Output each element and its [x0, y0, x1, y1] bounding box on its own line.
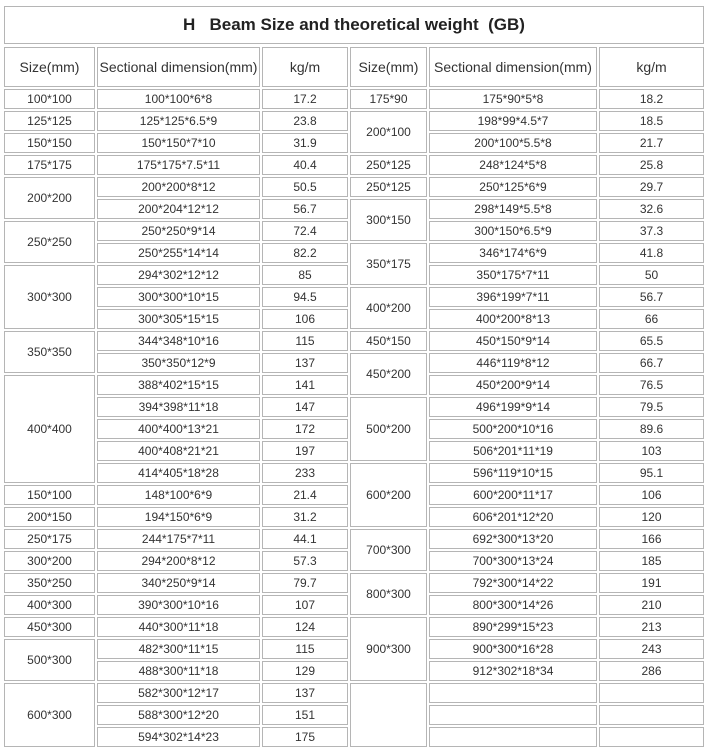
sectional-dimension-cell: 482*300*11*15	[97, 639, 260, 659]
size-cell: 500*200	[350, 397, 427, 461]
sectional-dimension-cell: 350*350*12*9	[97, 353, 260, 373]
sectional-dimension-cell: 346*174*6*9	[429, 243, 597, 263]
weight-cell: 191	[599, 573, 704, 593]
sectional-dimension-cell: 248*124*5*8	[429, 155, 597, 175]
weight-cell: 50	[599, 265, 704, 285]
weight-cell: 85	[262, 265, 348, 285]
weight-cell: 120	[599, 507, 704, 527]
sectional-dimension-cell: 890*299*15*23	[429, 617, 597, 637]
size-cell: 200*150	[4, 507, 95, 527]
weight-cell: 233	[262, 463, 348, 483]
weight-cell: 31.2	[262, 507, 348, 527]
size-cell: 900*300	[350, 617, 427, 681]
size-cell: 400*400	[4, 375, 95, 483]
column-header: kg/m	[599, 47, 704, 87]
sectional-dimension-cell: 700*300*13*24	[429, 551, 597, 571]
weight-cell: 243	[599, 639, 704, 659]
weight-cell: 40.4	[262, 155, 348, 175]
sectional-dimension-cell: 496*199*9*14	[429, 397, 597, 417]
sectional-dimension-cell: 400*408*21*21	[97, 441, 260, 461]
weight-cell: 147	[262, 397, 348, 417]
column-header: kg/m	[262, 47, 348, 87]
weight-cell: 94.5	[262, 287, 348, 307]
weight-cell: 137	[262, 353, 348, 373]
sectional-dimension-cell: 300*150*6.5*9	[429, 221, 597, 241]
size-cell: 800*300	[350, 573, 427, 615]
column-header: Sectional dimension(mm)	[97, 47, 260, 87]
sectional-dimension-cell: 912*302*18*34	[429, 661, 597, 681]
weight-cell: 124	[262, 617, 348, 637]
weight-cell: 286	[599, 661, 704, 681]
sectional-dimension-cell: 148*100*6*9	[97, 485, 260, 505]
weight-cell: 21.4	[262, 485, 348, 505]
size-cell: 700*300	[350, 529, 427, 571]
sectional-dimension-cell: 100*100*6*8	[97, 89, 260, 109]
weight-cell: 56.7	[262, 199, 348, 219]
weight-cell: 141	[262, 375, 348, 395]
weight-cell: 50.5	[262, 177, 348, 197]
column-header: Size(mm)	[350, 47, 427, 87]
weight-cell: 17.2	[262, 89, 348, 109]
weight-cell: 213	[599, 617, 704, 637]
sectional-dimension-cell: 294*200*8*12	[97, 551, 260, 571]
size-cell: 500*300	[4, 639, 95, 681]
size-cell	[350, 683, 427, 747]
weight-cell: 18.5	[599, 111, 704, 131]
weight-cell: 56.7	[599, 287, 704, 307]
sectional-dimension-cell: 175*175*7.5*11	[97, 155, 260, 175]
weight-cell: 57.3	[262, 551, 348, 571]
size-cell: 250*250	[4, 221, 95, 263]
weight-cell: 82.2	[262, 243, 348, 263]
sectional-dimension-cell: 450*200*9*14	[429, 375, 597, 395]
size-cell: 175*175	[4, 155, 95, 175]
weight-cell: 107	[262, 595, 348, 615]
weight-cell: 115	[262, 331, 348, 351]
size-cell: 400*200	[350, 287, 427, 329]
size-cell: 150*150	[4, 133, 95, 153]
size-cell: 100*100	[4, 89, 95, 109]
weight-cell: 66.7	[599, 353, 704, 373]
size-cell: 250*125	[350, 155, 427, 175]
sectional-dimension-cell: 390*300*10*16	[97, 595, 260, 615]
weight-cell: 210	[599, 595, 704, 615]
weight-cell	[599, 683, 704, 703]
sectional-dimension-cell: 388*402*15*15	[97, 375, 260, 395]
sectional-dimension-cell: 900*300*16*28	[429, 639, 597, 659]
weight-cell: 106	[262, 309, 348, 329]
table-title: H Beam Size and theoretical weight (GB)	[4, 6, 704, 44]
sectional-dimension-cell: 446*119*8*12	[429, 353, 597, 373]
weight-cell: 32.6	[599, 199, 704, 219]
sectional-dimension-cell: 294*302*12*12	[97, 265, 260, 285]
weight-cell: 137	[262, 683, 348, 703]
sectional-dimension-cell	[429, 705, 597, 725]
sectional-dimension-cell: 450*150*9*14	[429, 331, 597, 351]
sectional-dimension-cell: 396*199*7*11	[429, 287, 597, 307]
size-cell: 350*350	[4, 331, 95, 373]
sectional-dimension-cell: 340*250*9*14	[97, 573, 260, 593]
weight-cell: 151	[262, 705, 348, 725]
sectional-dimension-cell: 200*200*8*12	[97, 177, 260, 197]
weight-cell	[599, 705, 704, 725]
sectional-dimension-cell: 692*300*13*20	[429, 529, 597, 549]
size-cell: 300*150	[350, 199, 427, 241]
sectional-dimension-cell: 594*302*14*23	[97, 727, 260, 747]
size-cell: 175*90	[350, 89, 427, 109]
sectional-dimension-cell	[429, 727, 597, 747]
weight-cell: 185	[599, 551, 704, 571]
weight-cell: 31.9	[262, 133, 348, 153]
weight-cell: 103	[599, 441, 704, 461]
weight-cell: 197	[262, 441, 348, 461]
weight-cell: 79.7	[262, 573, 348, 593]
size-cell: 450*200	[350, 353, 427, 395]
weight-cell: 44.1	[262, 529, 348, 549]
size-cell: 600*300	[4, 683, 95, 747]
sectional-dimension-cell: 244*175*7*11	[97, 529, 260, 549]
column-header: Sectional dimension(mm)	[429, 47, 597, 87]
weight-cell: 18.2	[599, 89, 704, 109]
weight-cell: 66	[599, 309, 704, 329]
size-cell: 400*300	[4, 595, 95, 615]
sectional-dimension-cell: 350*175*7*11	[429, 265, 597, 285]
size-cell: 300*200	[4, 551, 95, 571]
size-cell: 450*150	[350, 331, 427, 351]
sectional-dimension-cell	[429, 683, 597, 703]
weight-cell: 106	[599, 485, 704, 505]
weight-cell: 76.5	[599, 375, 704, 395]
size-cell: 200*100	[350, 111, 427, 153]
sectional-dimension-cell: 606*201*12*20	[429, 507, 597, 527]
sectional-dimension-cell: 414*405*18*28	[97, 463, 260, 483]
sectional-dimension-cell: 600*200*11*17	[429, 485, 597, 505]
sectional-dimension-cell: 300*300*10*15	[97, 287, 260, 307]
sectional-dimension-cell: 400*400*13*21	[97, 419, 260, 439]
sectional-dimension-cell: 582*300*12*17	[97, 683, 260, 703]
size-cell: 300*300	[4, 265, 95, 329]
sectional-dimension-cell: 150*150*7*10	[97, 133, 260, 153]
weight-cell: 29.7	[599, 177, 704, 197]
weight-cell: 115	[262, 639, 348, 659]
weight-cell: 129	[262, 661, 348, 681]
sectional-dimension-cell: 488*300*11*18	[97, 661, 260, 681]
weight-cell: 95.1	[599, 463, 704, 483]
weight-cell: 41.8	[599, 243, 704, 263]
sectional-dimension-cell: 792*300*14*22	[429, 573, 597, 593]
size-cell: 450*300	[4, 617, 95, 637]
weight-cell: 175	[262, 727, 348, 747]
size-cell: 150*100	[4, 485, 95, 505]
size-cell: 350*175	[350, 243, 427, 285]
sectional-dimension-cell: 344*348*10*16	[97, 331, 260, 351]
sectional-dimension-cell: 175*90*5*8	[429, 89, 597, 109]
sectional-dimension-cell: 250*255*14*14	[97, 243, 260, 263]
sectional-dimension-cell: 500*200*10*16	[429, 419, 597, 439]
sectional-dimension-cell: 800*300*14*26	[429, 595, 597, 615]
sectional-dimension-cell: 588*300*12*20	[97, 705, 260, 725]
sectional-dimension-cell: 394*398*11*18	[97, 397, 260, 417]
weight-cell: 79.5	[599, 397, 704, 417]
column-header: Size(mm)	[4, 47, 95, 87]
weight-cell: 21.7	[599, 133, 704, 153]
weight-cell: 89.6	[599, 419, 704, 439]
size-cell: 600*200	[350, 463, 427, 527]
size-cell: 350*250	[4, 573, 95, 593]
weight-cell: 23.8	[262, 111, 348, 131]
weight-cell: 166	[599, 529, 704, 549]
sectional-dimension-cell: 596*119*10*15	[429, 463, 597, 483]
sectional-dimension-cell: 200*100*5.5*8	[429, 133, 597, 153]
weight-cell: 37.3	[599, 221, 704, 241]
weight-cell: 172	[262, 419, 348, 439]
sectional-dimension-cell: 400*200*8*13	[429, 309, 597, 329]
size-cell: 200*200	[4, 177, 95, 219]
size-cell: 250*175	[4, 529, 95, 549]
sectional-dimension-cell: 440*300*11*18	[97, 617, 260, 637]
sectional-dimension-cell: 194*150*6*9	[97, 507, 260, 527]
sectional-dimension-cell: 200*204*12*12	[97, 199, 260, 219]
size-cell: 125*125	[4, 111, 95, 131]
weight-cell	[599, 727, 704, 747]
sectional-dimension-cell: 298*149*5.5*8	[429, 199, 597, 219]
weight-cell: 25.8	[599, 155, 704, 175]
sectional-dimension-cell: 198*99*4.5*7	[429, 111, 597, 131]
weight-cell: 65.5	[599, 331, 704, 351]
sectional-dimension-cell: 250*125*6*9	[429, 177, 597, 197]
weight-cell: 72.4	[262, 221, 348, 241]
sectional-dimension-cell: 506*201*11*19	[429, 441, 597, 461]
size-cell: 250*125	[350, 177, 427, 197]
sectional-dimension-cell: 125*125*6.5*9	[97, 111, 260, 131]
sectional-dimension-cell: 300*305*15*15	[97, 309, 260, 329]
sectional-dimension-cell: 250*250*9*14	[97, 221, 260, 241]
